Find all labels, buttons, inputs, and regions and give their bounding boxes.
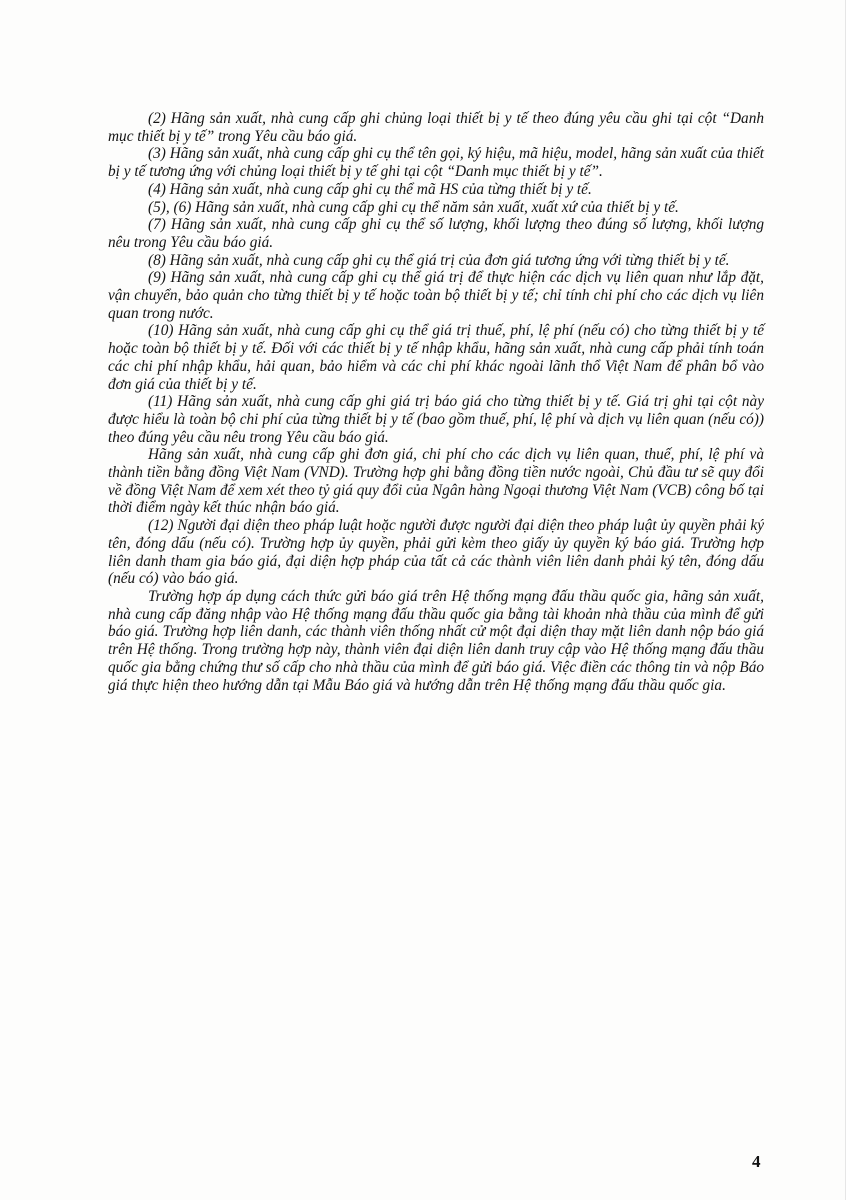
note-paragraph-3: (3) Hãng sản xuất, nhà cung cấp ghi cụ thể tên gọi, ký hiệu, mã hiệu, model, hãng sản xuất của thiết bị y tế tương ứng với chủng loại thiết bị y tế ghi tại cột “Danh mục thiết bị y tế”. (108, 145, 764, 181)
note-paragraph-10: (10) Hãng sản xuất, nhà cung cấp ghi cụ thể giá trị thuế, phí, lệ phí (nếu có) cho từng thiết bị y tế hoặc toàn bộ thiết bị y tế. Đối với các thiết bị y tế nhập khẩu, hãng sản xuất, nhà cung cấp phải tính toán các chi phí nhập khẩu, hải quan, bảo hiểm và các chi phí khác ngoài lãnh thổ Việt Nam để phân bổ vào đơn giá của thiết bị y tế. (108, 322, 764, 393)
note-paragraph-12: (12) Người đại diện theo pháp luật hoặc người được người đại diện theo pháp luật ủy quyền phải ký tên, đóng dấu (nếu có). Trường hợp ủy quyền, phải gửi kèm theo giấy ủy quyền ký báo giá. Trường hợp liên danh tham gia báo giá, đại diện hợp pháp của tất cả các thành viên liên danh phải ký tên, đóng dấu (nếu có) vào báo giá. (108, 517, 764, 588)
note-paragraph-5-6: (5), (6) Hãng sản xuất, nhà cung cấp ghi cụ thể năm sản xuất, xuất xứ của thiết bị y tế. (148, 198, 679, 216)
note-paragraph-4: (4) Hãng sản xuất, nhà cung cấp ghi cụ thể mã HS của từng thiết bị y tế. (148, 180, 592, 198)
page-number: 4 (752, 1152, 761, 1171)
currency-paragraph: Hãng sản xuất, nhà cung cấp ghi đơn giá, chi phí cho các dịch vụ liên quan, thuế, phí, lệ phí và thành tiền bằng đồng Việt Nam (VND). Trường hợp ghi bằng đồng tiền nước ngoài, Chủ đầu tư sẽ quy đổi về đồng Việt Nam để xem xét theo tỷ giá quy đổi của Ngân hàng Ngoại thương Việt Nam (VCB) công bố tại thời điểm ngày kết thúc nhận báo giá. (108, 446, 764, 517)
note-paragraph-7: (7) Hãng sản xuất, nhà cung cấp ghi cụ thể số lượng, khối lượng theo đúng số lượng, khối lượng nêu trong Yêu cầu báo giá. (108, 216, 764, 251)
online-submission-paragraph: Trường hợp áp dụng cách thức gửi báo giá trên Hệ thống mạng đấu thầu quốc gia, hãng sản xuất, nhà cung cấp đăng nhập vào Hệ thống mạng đấu thầu quốc gia bằng tài khoản nhà thầu của mình để gửi báo giá. Trường hợp liên danh, các thành viên thống nhất cử một đại diện thay mặt liên danh nộp báo giá trên Hệ thống. Trong trường hợp này, thành viên đại diện liên danh truy cập vào Hệ thống mạng đấu thầu quốc gia bằng chứng thư số cấp cho nhà thầu của mình để gửi báo giá. Việc điền các thông tin và nộp Báo giá thực hiện theo hướng dẫn tại Mẫu Báo giá và hướng dẫn trên Hệ thống mạng đấu thầu quốc gia. (108, 587, 764, 694)
document-body (108, 110, 764, 694)
note-paragraph-9: (9) Hãng sản xuất, nhà cung cấp ghi cụ thể giá trị để thực hiện các dịch vụ liên quan như lắp đặt, vận chuyển, bảo quản cho từng thiết bị y tế hoặc toàn bộ thiết bị y tế; chỉ tính chi phí cho các dịch vụ liên quan trong nước. (108, 269, 764, 322)
note-paragraph-11: (11) Hãng sản xuất, nhà cung cấp ghi giá trị báo giá cho từng thiết bị y tế. Giá trị ghi tại cột này được hiểu là toàn bộ chi phí của từng thiết bị y tế (bao gồm thuế, phí, lệ phí và dịch vụ liên quan (nếu có)) theo đúng yêu cầu nêu trong Yêu cầu báo giá. (108, 393, 764, 446)
note-paragraph-2: (2) Hãng sản xuất, nhà cung cấp ghi chủng loại thiết bị y tế theo đúng yêu cầu ghi tại cột “Danh mục thiết bị y tế” trong Yêu cầu báo giá. (108, 110, 764, 145)
note-paragraph-8: (8) Hãng sản xuất, nhà cung cấp ghi cụ thể giá trị của đơn giá tương ứng với từng thiết bị y tế. (148, 251, 730, 269)
